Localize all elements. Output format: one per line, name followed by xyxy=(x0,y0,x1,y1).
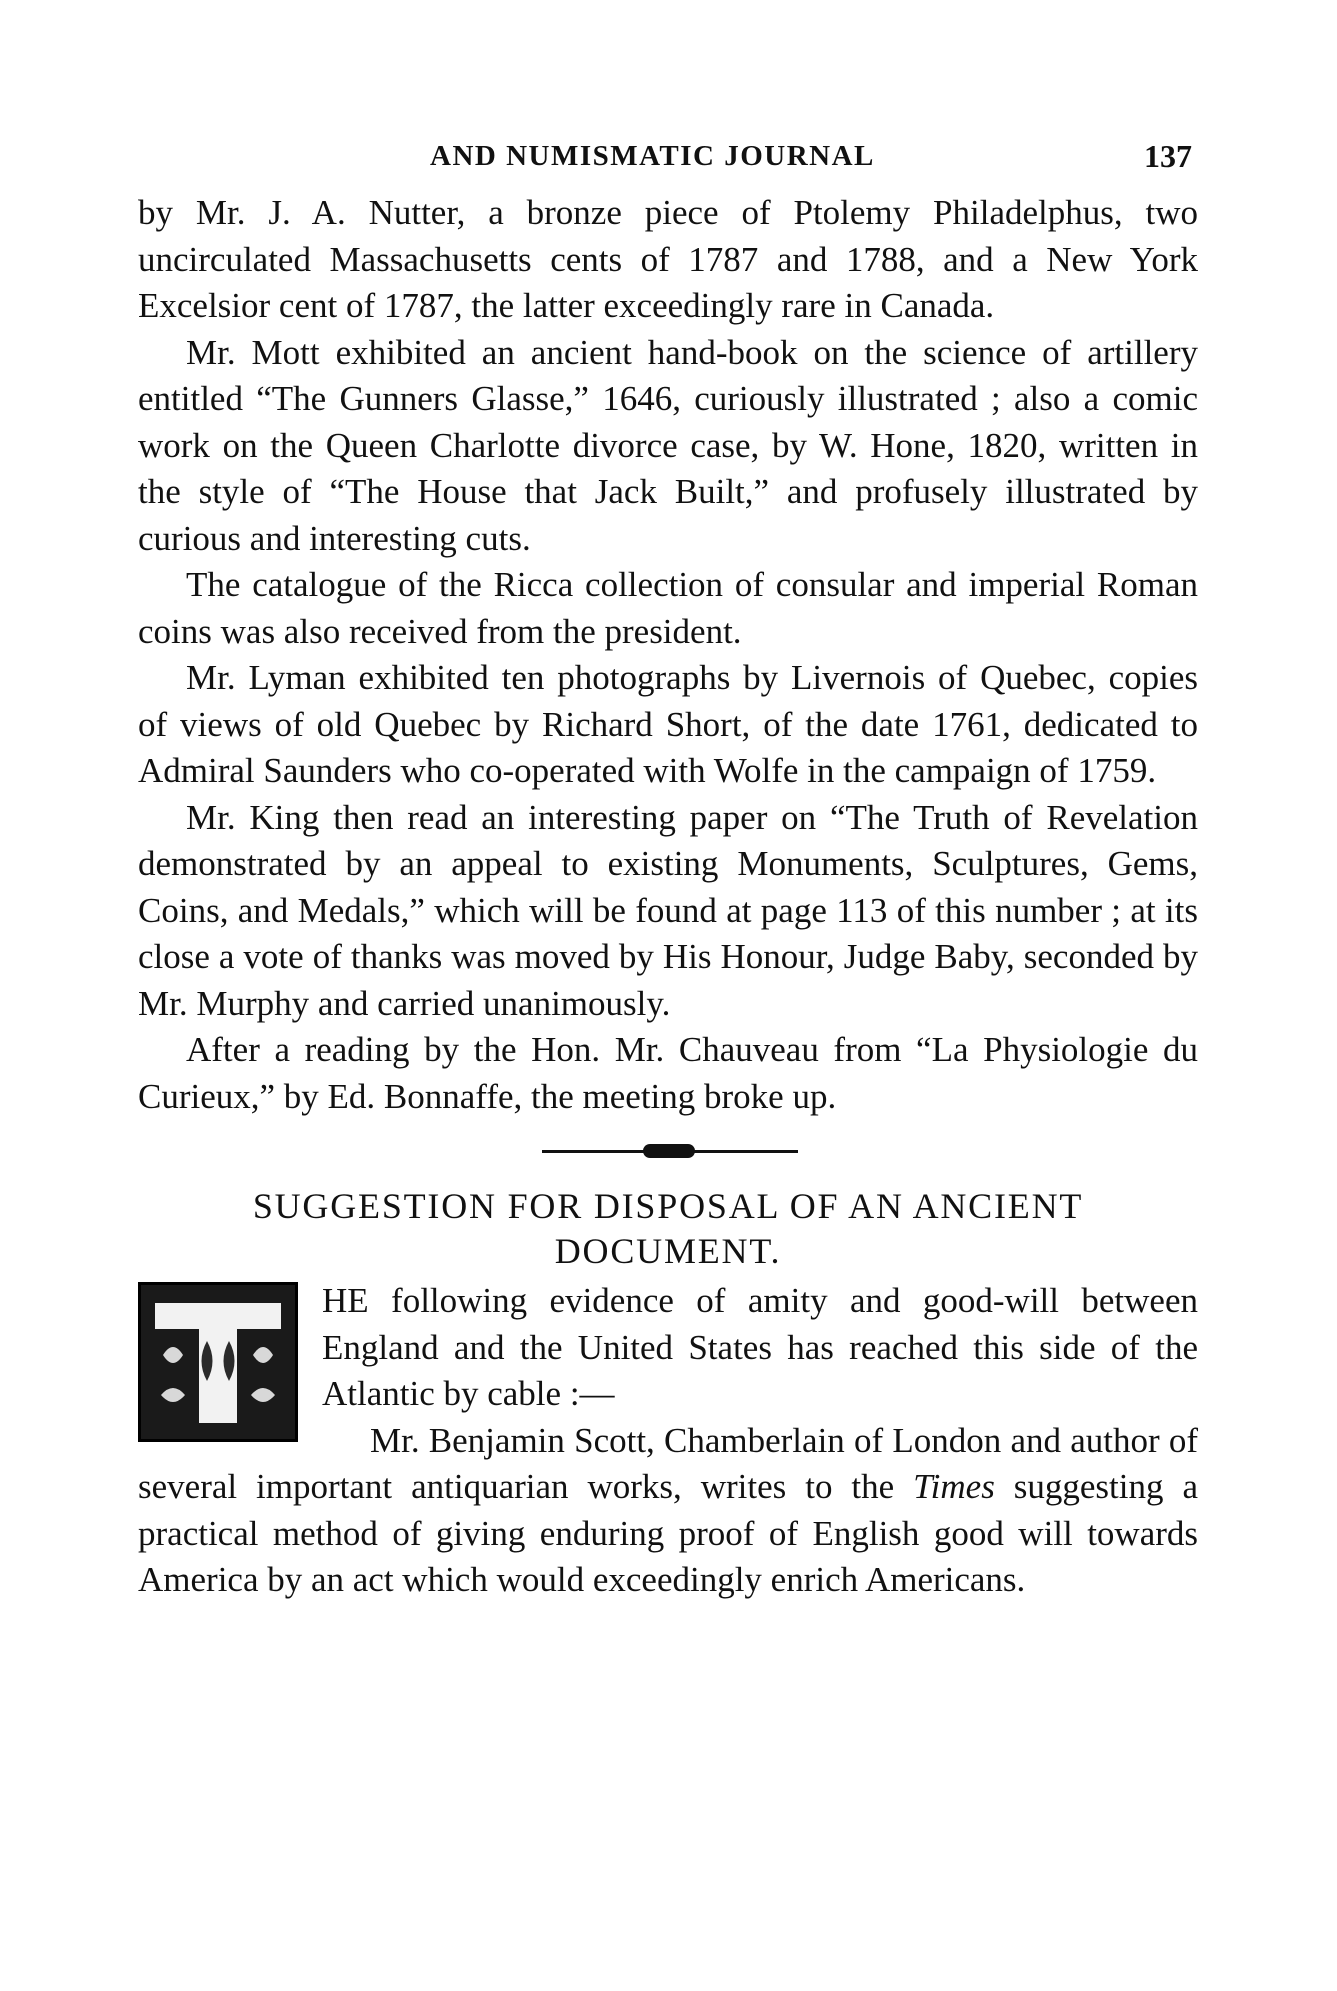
paragraph-lyman: Mr. Lyman exhibited ten photographs by Livernois of Quebec, copies of views of old Quebec by Richard Short, of the date 1761, dedicated to Admiral Saunders who co-operated with Wolfe in the campaign of 1759. xyxy=(138,658,1198,790)
decorated-initial-art xyxy=(141,1285,295,1439)
paragraph-king: Mr. King then read an interesting paper on “The Truth of Revelation demonstrated by an appeal to existing Monuments, Sculptures, Gems, Coins, and Medals,” which will be found at page 113 of this number ; at its close a vote of thanks was moved by His Honour, Judge Baby, seconded by Mr. Murphy and carried unanimously. xyxy=(138,797,1198,1023)
decorated-initial xyxy=(138,1282,298,1442)
article-paragraph-2 xyxy=(138,1418,1198,1604)
article-paragraph-2-end: suggesting a practical method of giving enduring proof of English good will towards America by an act which would exceedingly enrich Americans. xyxy=(138,1467,1198,1599)
article-paragraph-2-start: Mr. Benjamin Scott, Chamberlain of London and author of several important antiquarian works, writes to the xyxy=(138,1420,1198,1506)
article-title xyxy=(138,1184,1198,1274)
page-number: 137 xyxy=(1144,138,1192,174)
paragraph-chauveau: After a reading by the Hon. Mr. Chauveau from “La Physiologie du Curieux,” by Ed. Bonnaffe, the meeting broke up. xyxy=(138,1030,1198,1116)
newspaper-title: Times xyxy=(913,1467,995,1506)
divider-ornament xyxy=(643,1144,695,1158)
article-paragraph-1: HE following evidence of amity and good-will between England and the United States has reached this side of the Atlantic by cable :— xyxy=(322,1281,1198,1413)
meeting-report xyxy=(138,190,1198,1120)
running-title: AND NUMISMATIC JOURNAL xyxy=(430,140,875,172)
paragraph-mott: Mr. Mott exhibited an ancient hand-book on the science of artillery entitled “The Gunners Glasse,” 1646, curiously illustrated ; also a comic work on the Queen Charlotte divorce case, by W. Hone, 1820, written in the style of “The House that Jack Built,” and profusely illustrated by curious and interesting cuts. xyxy=(138,332,1198,558)
running-head xyxy=(138,136,1198,180)
article-title-line-1: SUGGESTION FOR DISPOSAL OF AN ANCIENT xyxy=(252,1186,1084,1226)
page xyxy=(138,136,1198,1936)
paragraph-ricca: The catalogue of the Ricca collection of consular and imperial Roman coins was also received from the president. xyxy=(138,565,1198,651)
article-title-line-2: DOCUMENT. xyxy=(554,1231,782,1271)
article-body xyxy=(138,1278,1198,1604)
paragraph-continued: by Mr. J. A. Nutter, a bronze piece of Ptolemy Philadelphus, two uncirculated Massachusetts cents of 1787 and 1788, and a New York Excelsior cent of 1787, the latter exceedingly rare in Canada. xyxy=(138,193,1198,325)
section-divider xyxy=(138,1120,1198,1184)
